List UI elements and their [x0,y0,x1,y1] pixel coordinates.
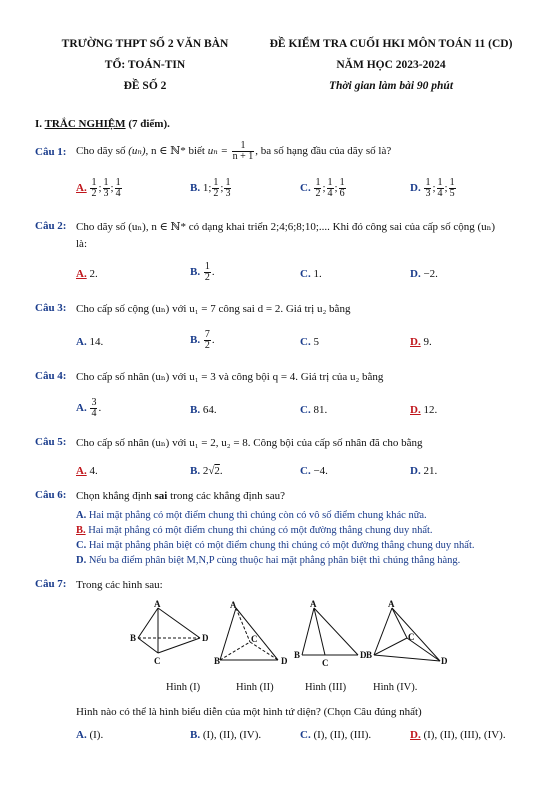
q1-option-a[interactable]: A. $\frac{1}{2}$ ; $\frac{1}{3}$ ; $\frac{1}{4}$ [76,177,121,199]
question-4-label: Câu 4: [35,370,67,382]
q5-option-b[interactable]: B. 2√2. [190,465,223,477]
q1-option-b[interactable]: B. 1; $\frac{1}{2}$ ; $\frac{1}{3}$ [190,177,231,199]
q1-option-d[interactable]: D. $\frac{1}{3}$ ; $\frac{1}{4}$ ; $\frac{1}{5}$ [410,177,455,199]
q4-option-c[interactable]: C. 81. [300,404,328,416]
question-1-text: Cho dãy số (uₙ), n ∈ ℕ* biết uₙ = $\frac{1}{n + 1}$ , ba số hạng đầu của dãy số là? [76,140,392,162]
q2-option-c[interactable]: C. 1. [300,268,322,280]
q4-option-b[interactable]: B. 64. [190,404,217,416]
question-6-text: Chọn khẳng định sai trong các khẳng định sau? [76,490,285,502]
q5-option-d[interactable]: D. 21. [410,465,438,477]
q7-option-b[interactable]: B. (I), (II), (IV). [190,729,262,741]
question-2-text: Cho dãy số (uₙ), n ∈ ℕ* có dạng khai triển 2;4;6;8;10;.... Khi đó công sai của cấp số cộng (uₙ) [76,221,496,233]
q3-option-c[interactable]: C. 5 [300,336,319,348]
q2-option-d[interactable]: D. −2. [410,268,438,280]
q4-option-a[interactable]: A. $\frac{3}{4}$ . [76,397,102,419]
q7-option-d[interactable]: D. (I), (II), (III), (IV). [410,729,506,741]
question-2-label: Câu 2: [35,220,67,232]
svg-text:D: D [441,656,448,666]
school-year: NĂM HỌC 2023-2024 [336,59,446,71]
q2-option-b[interactable]: B. $\frac{1}{2}$ . [190,261,215,283]
q6-option-a[interactable]: A. Hai mặt phẳng có một điểm chung thì chúng còn có vô số điểm chung khác nữa. [76,510,427,521]
question-1-label: Câu 1: [35,146,67,158]
section-points: (7 điểm). [125,118,170,130]
q5-option-a[interactable]: A. 4. [76,465,98,477]
svg-text:A: A [388,599,395,609]
q3-option-d[interactable]: D. 9. [410,336,432,348]
svg-text:D: D [360,650,367,660]
svg-text:C: C [408,632,415,642]
q7-option-a[interactable]: A. (I). [76,729,104,741]
question-5-text: Cho cấp số nhân (uₙ) với u₁ = 2, u₂ = 8. Công bội của cấp số nhân đã cho bằng [76,437,423,449]
caption-figure-2: Hình (II) [236,682,274,693]
q4-option-d[interactable]: D. 12. [410,404,438,416]
department: TỔ: TOÁN-TIN [104,59,186,71]
svg-text:C: C [154,656,161,666]
question-2-text-cont: là: [76,238,87,250]
caption-figure-4: Hình (IV). [373,682,418,693]
question-7-label: Câu 7: [35,578,67,590]
caption-figure-1: Hình (I) [166,682,201,693]
svg-text:B: B [294,650,301,660]
school-name: TRƯỜNG THPT SỐ 2 VĂN BÀN [61,38,229,50]
caption-figure-3: Hình (III) [305,682,347,693]
exam-code: ĐỀ SỐ 2 [123,80,167,92]
svg-text:B: B [214,656,221,666]
question-6-label: Câu 6: [35,489,67,501]
time-limit: Thời gian làm bài 90 phút [328,80,454,92]
question-3-text: Cho cấp số cộng (uₙ) với u₁ = 7 công sai d = 2. Giá trị u₂ bằng [76,303,351,315]
q5-option-c[interactable]: C. −4. [300,465,328,477]
svg-text:C: C [251,634,258,644]
svg-text:A: A [310,599,317,609]
exam-title: ĐỀ KIỂM TRA CUỐI HKI MÔN TOÁN 11 (CD) [269,38,513,50]
svg-text:D: D [281,656,288,666]
svg-text:B: B [366,650,373,660]
question-7-prompt: Hình nào có thể là hình biểu diễn của một hình tứ diện? (Chọn Câu đúng nhất) [76,706,422,718]
section-heading [35,118,170,130]
section-number: I. [35,118,45,130]
section-title: TRẮC NGHIỆM [44,118,126,130]
question-7-text: Trong các hình sau: [76,579,163,591]
svg-text:A: A [154,599,161,609]
q6-option-b[interactable]: B. Hai mặt phẳng có một điểm chung thì chúng có một đường thẳng chung duy nhất. [76,525,433,536]
question-5-label: Câu 5: [35,436,67,448]
q7-option-c[interactable]: C. (I), (II), (III). [300,729,372,741]
svg-text:B: B [130,633,137,643]
svg-text:D: D [202,633,209,643]
q6-option-c[interactable]: C. Hai mặt phẳng phân biệt có một điểm chung thì chúng có một đường thẳng chung duy nhất. [76,540,475,551]
svg-text:C: C [322,658,329,668]
tetrahedron-figures [130,598,460,670]
question-3-label: Câu 3: [35,302,67,314]
svg-text:A: A [230,600,237,610]
question-4-text: Cho cấp số nhân (uₙ) với u₁ = 3 và công bội q = 4. Giá trị của u₂ bằng [76,371,384,383]
q2-option-a[interactable]: A. 2. [76,268,98,280]
q1-option-c[interactable]: C. $\frac{1}{2}$ ; $\frac{1}{4}$ ; $\frac{1}{6}$ [300,177,345,199]
q6-option-d[interactable]: D. Nếu ba điểm phân biệt M,N,P cùng thuộc hai mặt phẳng phân biệt thì chúng thẳng hàng. [76,555,461,566]
q3-option-a[interactable]: A. 14. [76,336,104,348]
q3-option-b[interactable]: B. $\frac{7}{2}$ . [190,329,215,351]
